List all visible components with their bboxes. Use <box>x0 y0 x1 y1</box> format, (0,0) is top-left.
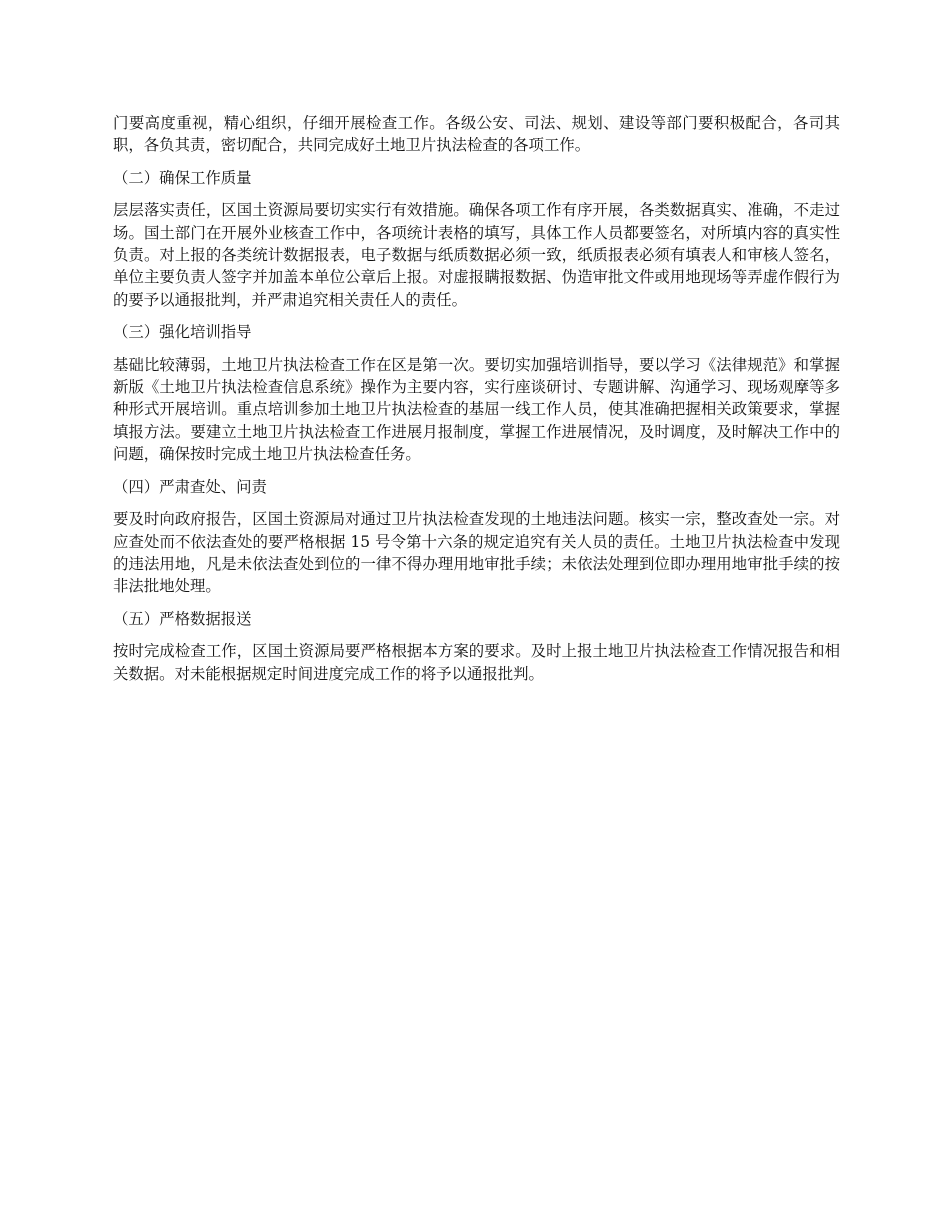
paragraph-accountability: 要及时向政府报告，区国土资源局对通过卫片执法检查发现的土地违法问题。核实一宗，整改查处一宗。对应查处而不依法查处的要严格根据 15 号令第十六条的规定追究有关人员的责任。土地卫片执法检查中发现的违法用地，凡是未依法查处到位的一律不得办理用地审批手续；未依法处理到位即办理用地审批手续的按非法批地处理。 <box>113 510 840 596</box>
paragraph-reporting: 按时完成检查工作，区国土资源局要严格根据本方案的要求。及时上报土地卫片执法检查工作情况报告和相关数据。对未能根据规定时间进度完成工作的将予以通报批判。 <box>113 642 840 683</box>
section-heading-training: （三）强化培训指导 <box>113 323 252 342</box>
paragraph-quality: 层层落实责任，区国土资源局要切实实行有效措施。确保各项工作有序开展，各类数据真实、准确，不走过场。国土部门在开展外业核查工作中，各项统计表格的填写，具体工作人员都要签名，对所填内容的真实性负责。对上报的各类统计数据报表，电子数据与纸质数据必须一致，纸质报表必须有填表人和审核人签名，单位主要负责人签字并加盖本单位公章后上报。对虚报瞒报数据、伪造审批文件或用地现场等弄虚作假行为的要予以通报批判，并严肃追究相关责任人的责任。 <box>113 201 840 309</box>
section-heading-reporting: （五）严格数据报送 <box>113 609 252 628</box>
paragraph-training: 基础比较薄弱，土地卫片执法检查工作在区是第一次。要切实加强培训指导，要以学习《法律规范》和掌握新版《土地卫片执法检查信息系统》操作为主要内容，实行座谈研讨、专题讲解、沟通学习、现场观摩等多种形式开展培训。重点培训参加土地卫片执法检查的基屈一线工作人员，使其准确把握相关政策要求，掌握填报方法。要建立土地卫片执法检查工作进展月报制度，掌握工作进展情况，及时调度，及时解决工作中的问题，确保按时完成土地卫片执法检查任务。 <box>113 355 840 464</box>
section-heading-quality: （二）确保工作质量 <box>113 168 252 187</box>
document-page <box>113 112 840 685</box>
section-heading-accountability: （四）严肃查处、问责 <box>113 477 267 496</box>
paragraph-intro: 门要高度重视，精心组织，仔细开展检查工作。各级公安、司法、规划、建设等部门要积极配合，各司其职，各负其责，密切配合，共同完成好土地卫片执法检查的各项工作。 <box>113 114 840 155</box>
